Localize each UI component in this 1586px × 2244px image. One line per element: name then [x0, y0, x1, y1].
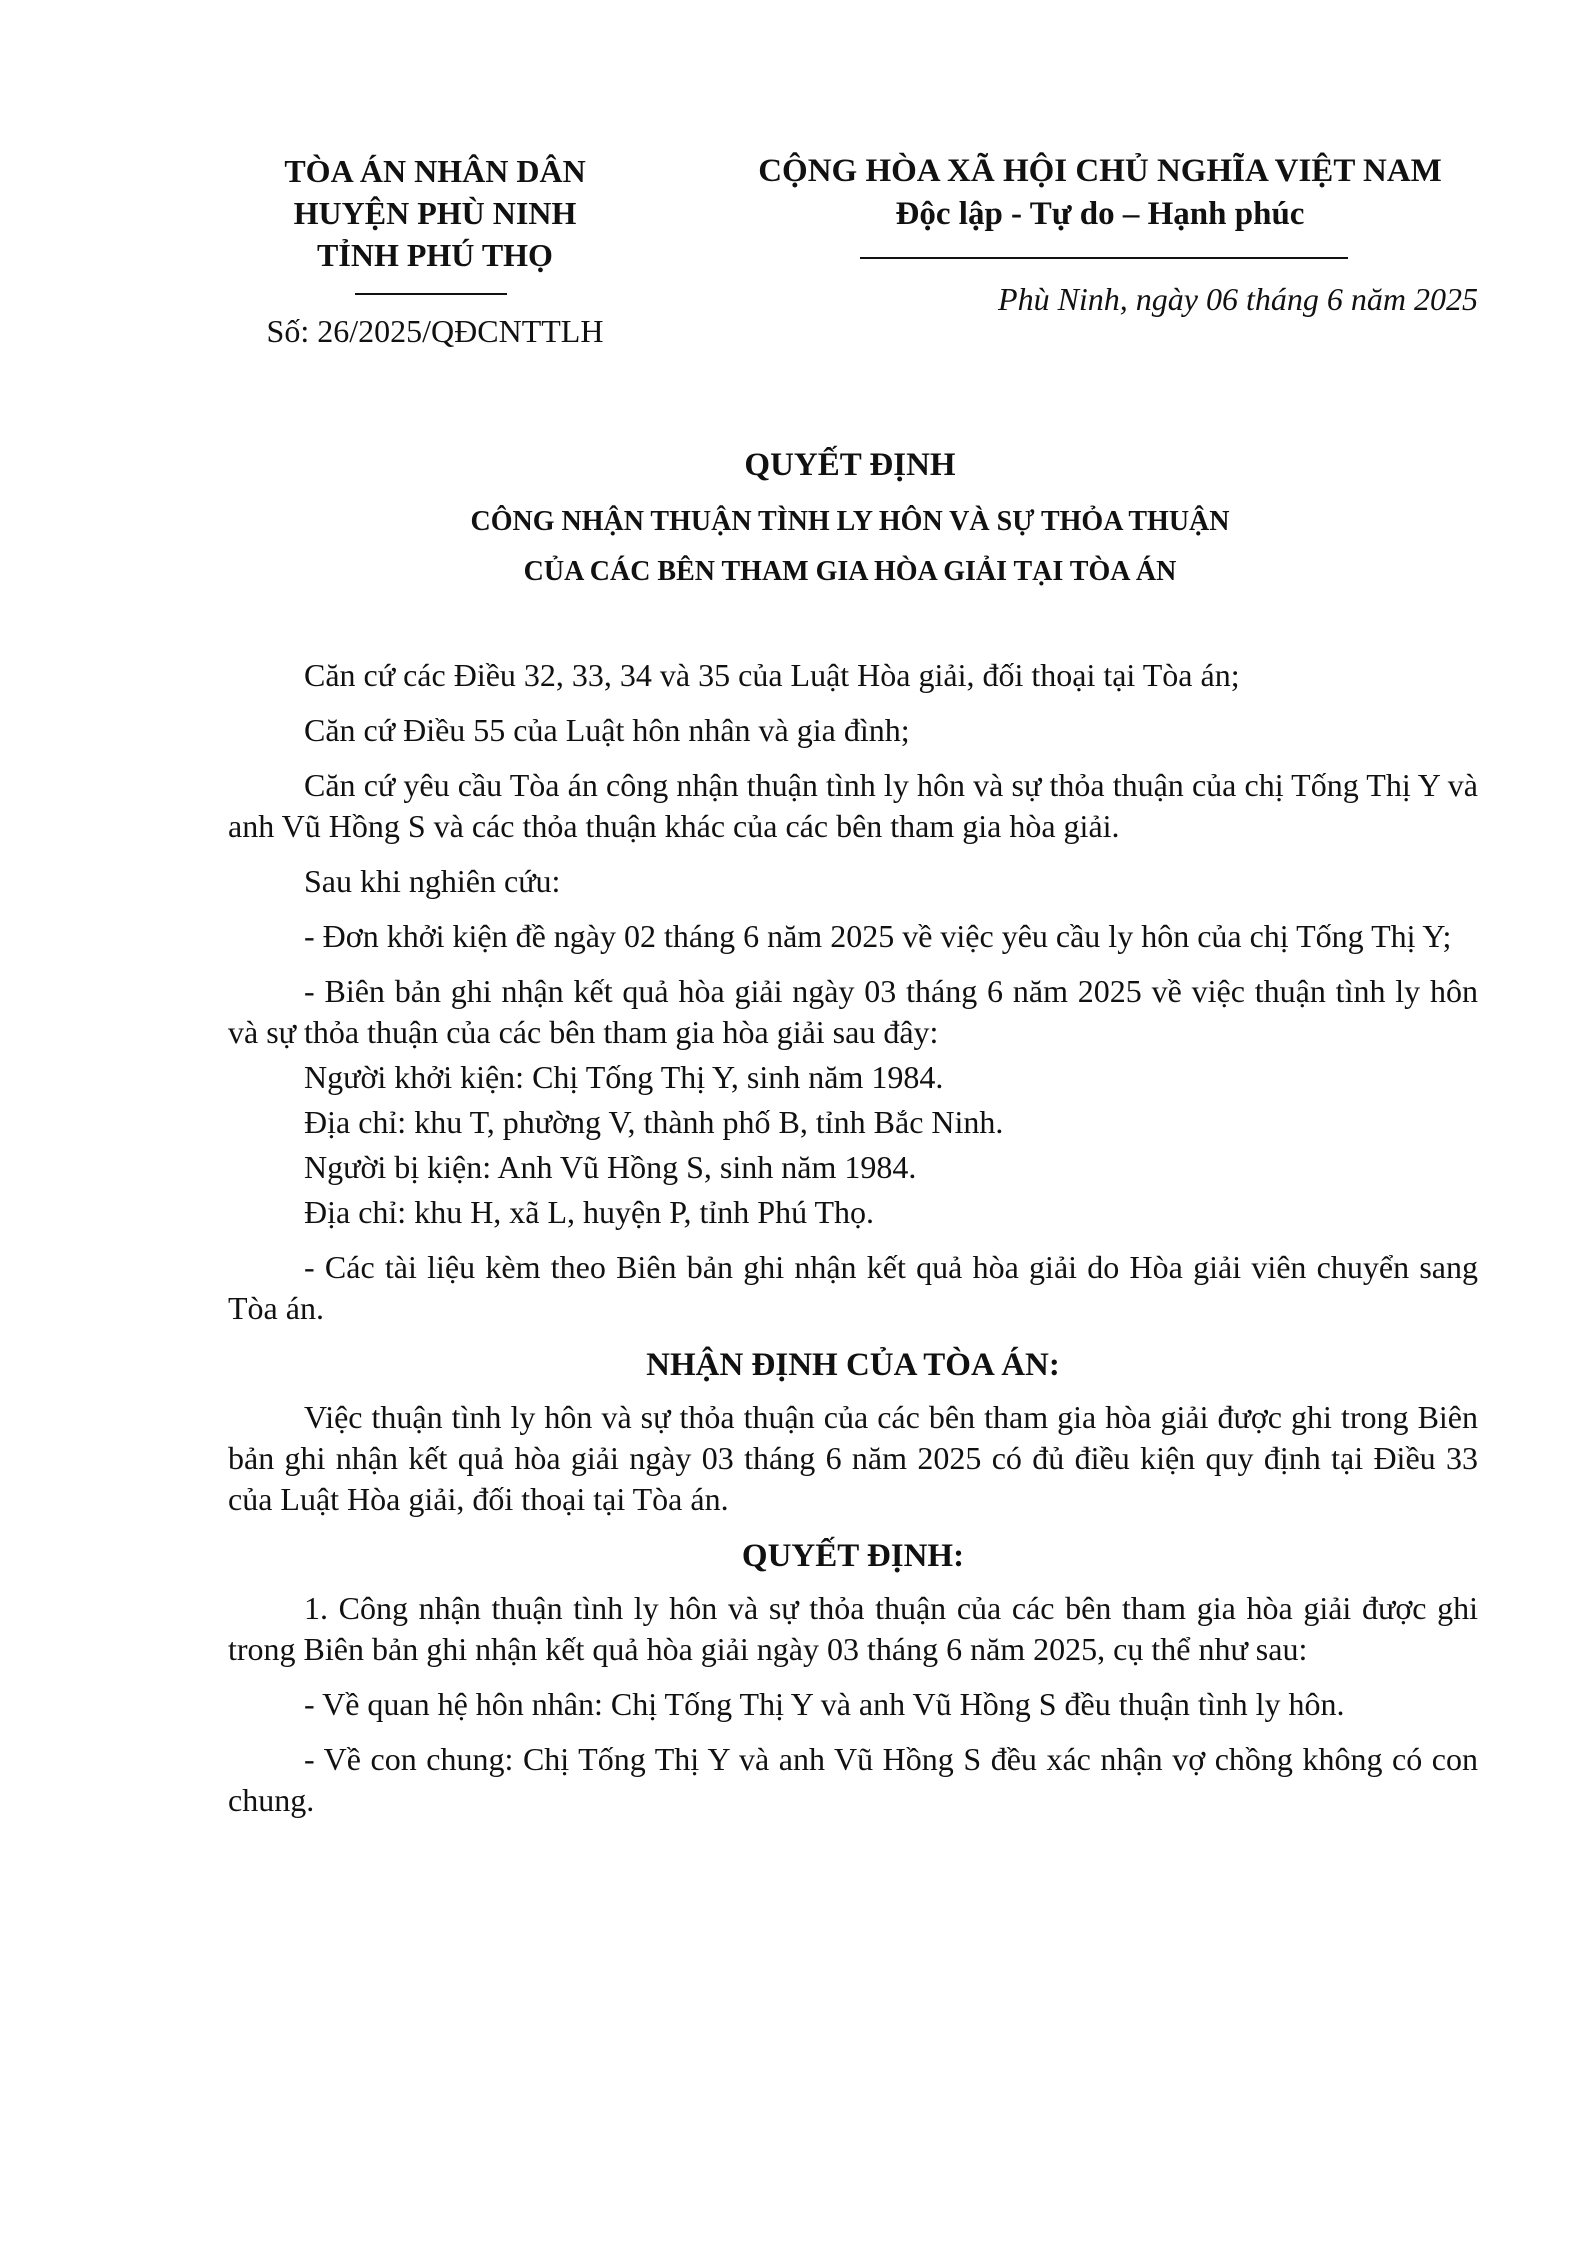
body-paragraph: Sau khi nghiên cứu: [304, 863, 561, 899]
body-paragraph: 1. Công nhận thuận tình ly hôn và sự thỏa thuận của các bên tham gia hòa giải được ghi trong Biên bản ghi nhận kết quả hòa giải ngày 03 tháng 6 năm 2025, cụ thể như sau: [228, 1590, 1478, 1667]
court-name-block [250, 150, 620, 276]
body-paragraph: - Các tài liệu kèm theo Biên bản ghi nhận kết quả hòa giải do Hòa giải viên chuyển sang Tòa án. [228, 1249, 1478, 1326]
national-motto: Độc lập - Tự do – Hạnh phúc [895, 196, 1305, 232]
defendant-address: Địa chỉ: khu H, xã L, huyện P, tỉnh Phú Thọ. [304, 1194, 875, 1230]
document-body [228, 655, 1478, 1835]
body-paragraph: - Về con chung: Chị Tống Thị Y và anh Vũ Hồng S đều xác nhận vợ chồng không có con chung. [228, 1741, 1478, 1818]
document-subtitle-2: CỦA CÁC BÊN THAM GIA HÒA GIẢI TẠI TÒA ÁN [523, 556, 1177, 587]
legal-basis-paragraph: Căn cứ Điều 55 của Luật hôn nhân và gia đình; [304, 712, 910, 748]
document-date: Phù Ninh, ngày 06 tháng 6 năm 2025 [998, 281, 1478, 317]
body-paragraph: - Đơn khởi kiện đề ngày 02 tháng 6 năm 2025 về việc yêu cầu ly hôn của chị Tống Thị Y; [304, 918, 1452, 954]
court-line-3: TỈNH PHÚ THỌ [317, 237, 553, 273]
body-paragraph: Việc thuận tình ly hôn và sự thỏa thuận của các bên tham gia hòa giải được ghi trong Biên bản ghi nhận kết quả hòa giải ngày 03 tháng 6 năm 2025 có đủ điều kiện quy định tại Điều 33 của Luật Hòa giải, đối thoại tại Tòa án. [228, 1399, 1478, 1517]
section-heading-court-assessment: NHẬN ĐỊNH CỦA TÒA ÁN: [646, 1347, 1060, 1383]
plaintiff-info: Người khởi kiện: Chị Tống Thị Y, sinh năm 1984. [304, 1059, 944, 1095]
national-header-block [700, 150, 1500, 236]
document-title: QUYẾT ĐỊNH [744, 447, 956, 483]
body-paragraph: - Về quan hệ hôn nhân: Chị Tống Thị Y và anh Vũ Hồng S đều thuận tình ly hôn. [304, 1686, 1345, 1722]
defendant-info: Người bị kiện: Anh Vũ Hồng S, sinh năm 1984. [304, 1149, 917, 1185]
document-title-block [250, 443, 1450, 597]
court-line-1: TÒA ÁN NHÂN DÂN [284, 153, 586, 189]
legal-basis-paragraph: Căn cứ yêu cầu Tòa án công nhận thuận tình ly hôn và sự thỏa thuận của chị Tống Thị Y và anh Vũ Hồng S và các thỏa thuận khác của các bên tham gia hòa giải. [228, 767, 1478, 844]
document-subtitle-1: CÔNG NHẬN THUẬN TÌNH LY HÔN VÀ SỰ THỎA THUẬN [470, 506, 1230, 537]
court-line-2: HUYỆN PHÙ NINH [293, 195, 577, 231]
court-divider [355, 293, 507, 295]
legal-basis-paragraph: Căn cứ các Điều 32, 33, 34 và 35 của Luật Hòa giải, đối thoại tại Tòa án; [304, 657, 1240, 693]
document-number: Số: 26/2025/QĐCNTTLH [266, 313, 604, 349]
nation-name: CỘNG HÒA XÃ HỘI CHỦ NGHĨA VIỆT NAM [758, 153, 1442, 189]
plaintiff-address: Địa chỉ: khu T, phường V, thành phố B, tỉnh Bắc Ninh. [304, 1104, 1004, 1140]
motto-divider [860, 257, 1348, 259]
body-paragraph: - Biên bản ghi nhận kết quả hòa giải ngày 03 tháng 6 năm 2025 về việc thuận tình ly hôn và sự thỏa thuận của các bên tham gia hòa giải sau đây: [228, 973, 1478, 1050]
section-heading-decision: QUYẾT ĐỊNH: [741, 1538, 965, 1574]
